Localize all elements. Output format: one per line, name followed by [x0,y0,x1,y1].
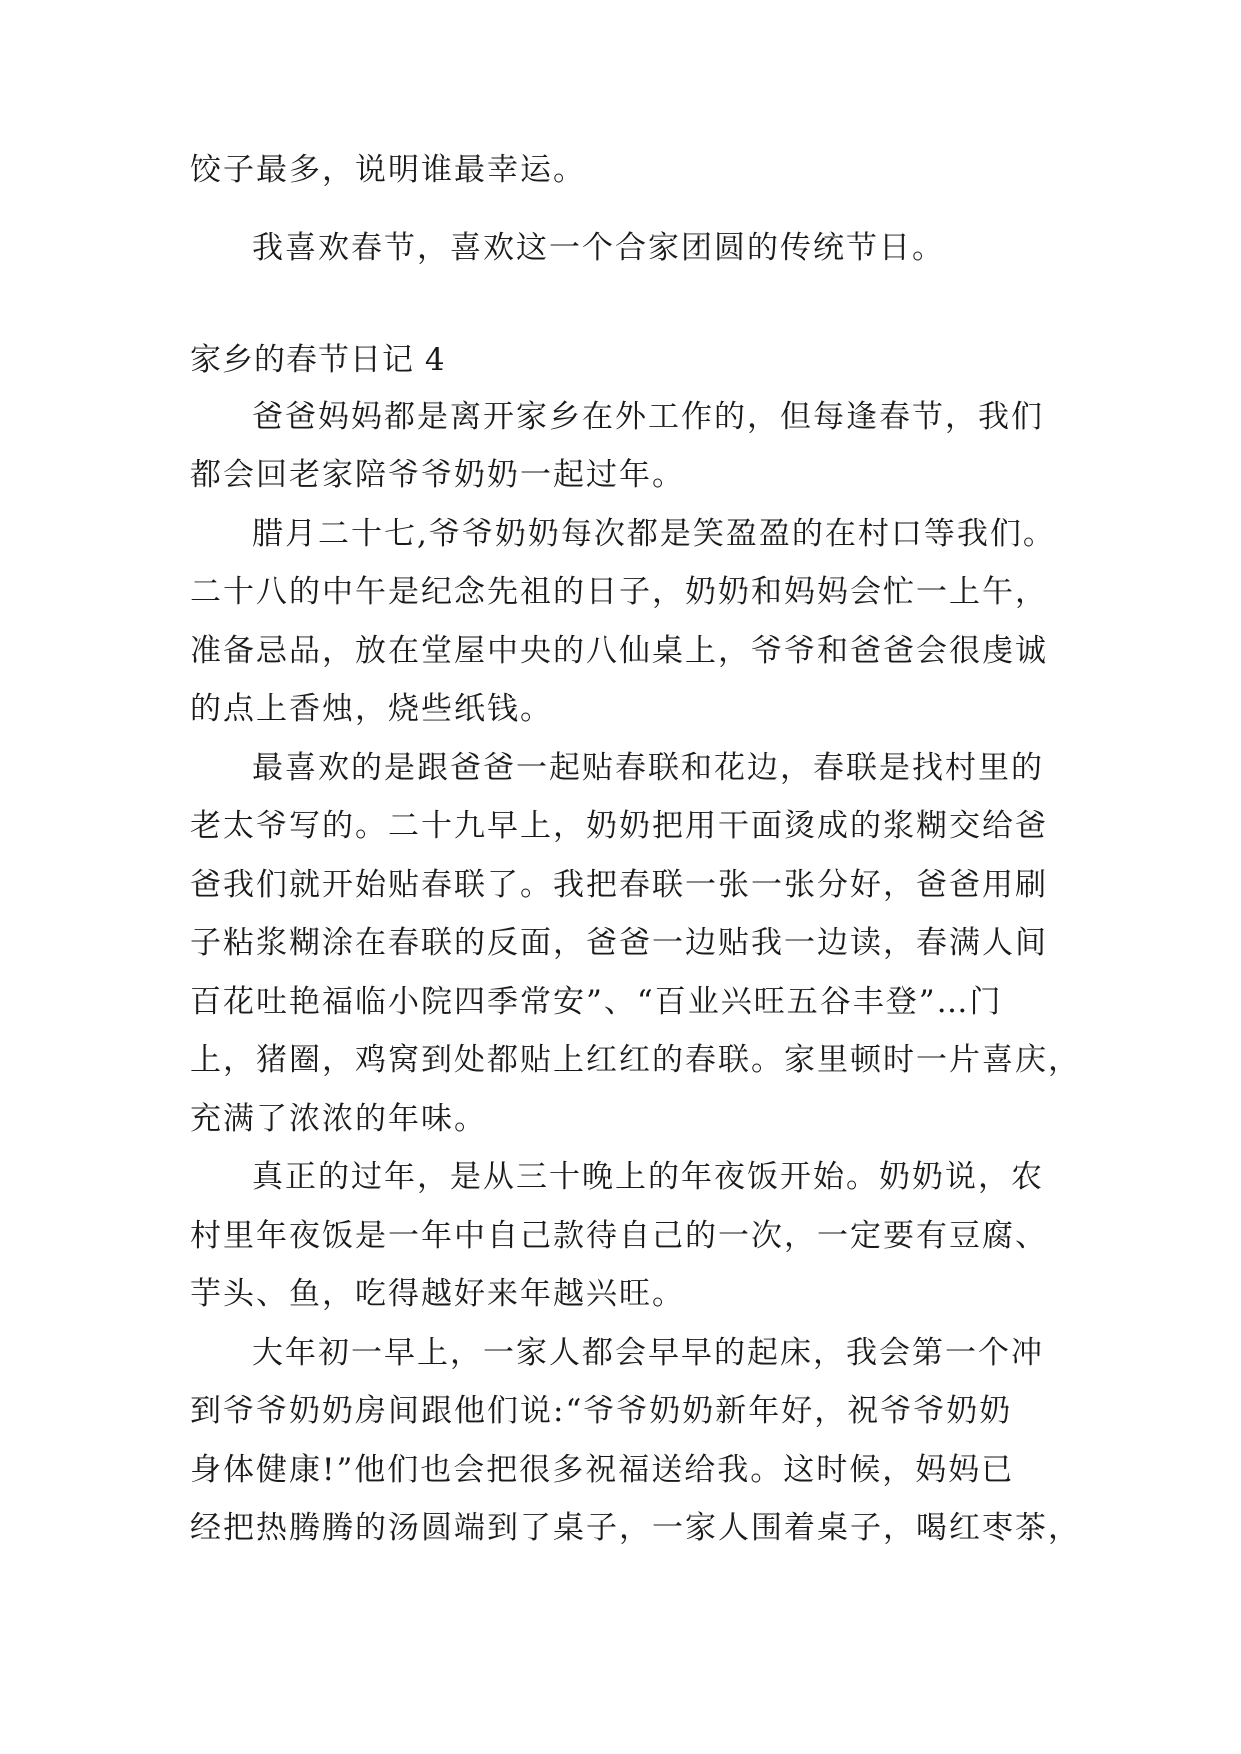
text-line: 子粘浆糊涂在春联的反面，爸爸一边贴我一边读，春满人间 [190,925,1048,961]
text-line: 饺子最多，说明谁最幸运。 [190,152,586,188]
text-line: 经把热腾腾的汤圆端到了桌子，一家人围着桌子，喝红枣茶， [190,1510,1081,1546]
text-line: 二十八的中午是纪念先祖的日子，奶奶和妈妈会忙一上午， [190,574,1048,610]
text-line: 老太爷写的。二十九早上，奶奶把用干面烫成的浆糊交给爸 [190,808,1048,844]
text-line: 准备忌品，放在堂屋中央的八仙桌上，爷爷和爸爸会很虔诚 [190,633,1048,669]
text-line: 爸我们就开始贴春联了。我把春联一张一张分好，爸爸用刷 [190,867,1048,903]
text-line: 爸爸妈妈都是离开家乡在外工作的，但每逢春节，我们 [252,399,1044,435]
text-line: 村里年夜饭是一年中自己款待自己的一次，一定要有豆腐、 [190,1218,1048,1254]
text-line: 大年初一早上，一家人都会早早的起床，我会第一个冲 [252,1335,1044,1371]
text-line: 真正的过年，是从三十晚上的年夜饭开始。奶奶说，农 [252,1159,1044,1195]
text-line: 的点上香烛，烧些纸钱。 [190,691,553,727]
section-heading: 家乡的春节日记 4 [190,342,446,378]
text-line: 身体健康!”他们也会把很多祝福送给我。这时候，妈妈已 [190,1452,1015,1488]
text-line: 腊月二十七,爷爷奶奶每次都是笑盈盈的在村口等我们。 [252,516,1056,552]
text-line: 我喜欢春节，喜欢这一个合家团圆的传统节日。 [252,230,945,266]
text-line: 上，猪圈，鸡窝到处都贴上红红的春联。家里顿时一片喜庆， [190,1042,1081,1078]
text-line: 百花吐艳福临小院四季常安”、“百业兴旺五谷丰登”…门 [190,984,1003,1020]
text-line: 到爷爷奶奶房间跟他们说:“爷爷奶奶新年好，祝爷爷奶奶 [190,1393,1013,1429]
text-line: 最喜欢的是跟爸爸一起贴春联和花边，春联是找村里的 [252,750,1044,786]
text-line: 芋头、鱼，吃得越好来年越兴旺。 [190,1276,685,1312]
text-line: 充满了浓浓的年味。 [190,1101,487,1137]
text-line: 都会回老家陪爷爷奶奶一起过年。 [190,457,685,493]
